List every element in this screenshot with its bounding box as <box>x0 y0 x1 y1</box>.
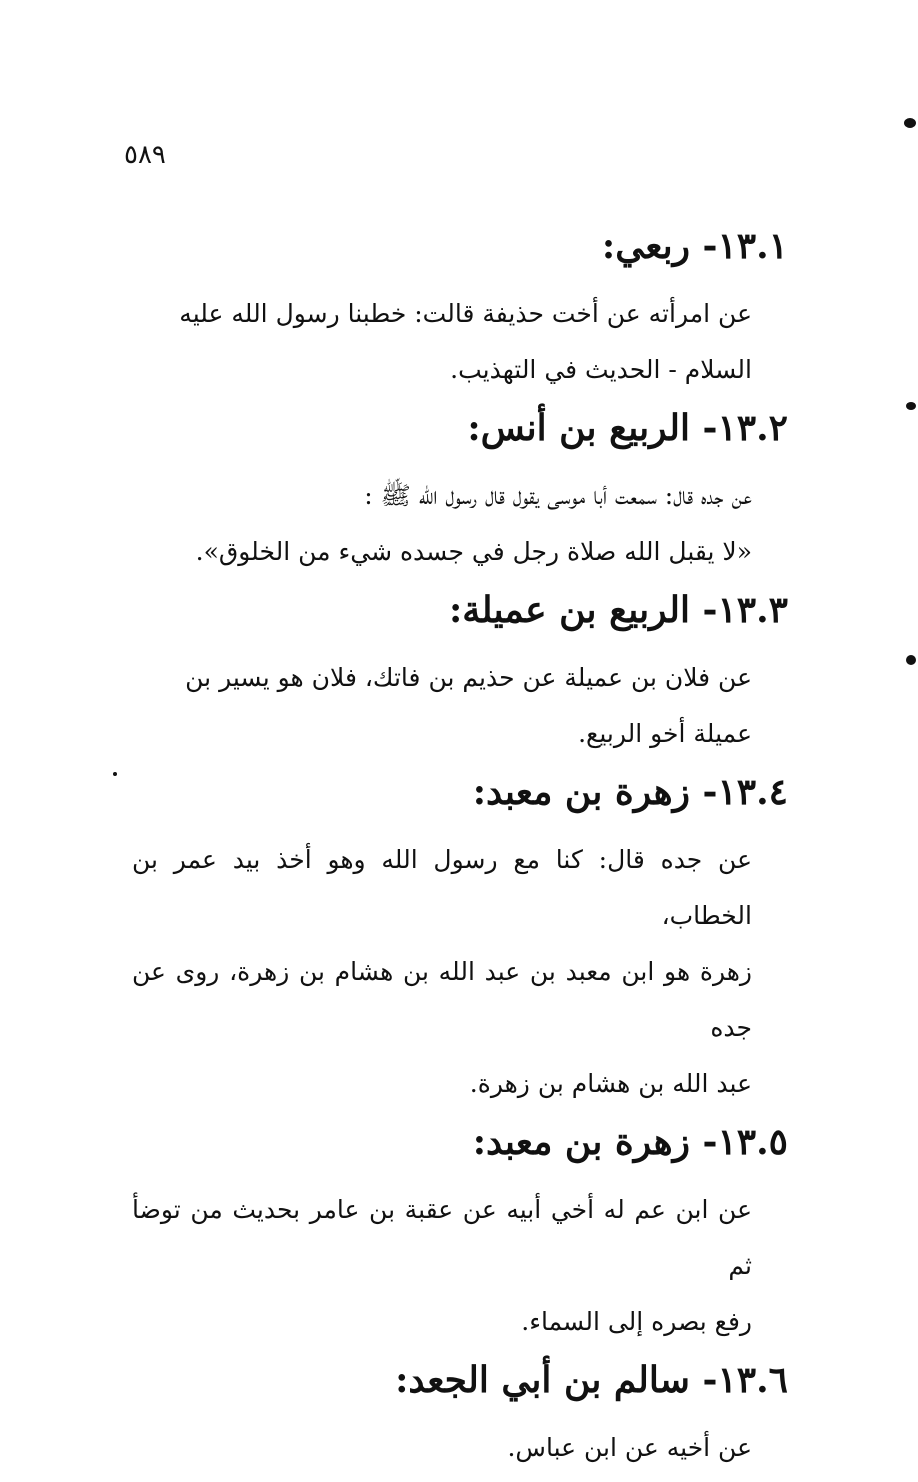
text-line: عن ابن عم له أخي أبيه عن عقبة بن عامر بحديث من توضأ ثم <box>132 1195 752 1280</box>
entry-body <box>132 286 788 398</box>
text-line: السلام - الحديث في التهذيب. <box>450 355 752 384</box>
scan-mark <box>904 118 916 128</box>
entry-body <box>132 1182 788 1350</box>
text-line: عن أخيه عن ابن عباس. <box>507 1433 752 1462</box>
entry-heading: ١٣.٣- الربيع بن عميلة: <box>448 589 788 631</box>
entry-body <box>132 468 788 580</box>
text-line: عميلة أخو الربيع. <box>578 719 752 748</box>
text-line: عبد الله بن هشام بن زهرة. <box>469 1069 752 1098</box>
entry <box>132 404 788 580</box>
scan-mark <box>906 655 916 665</box>
text-line: رفع بصره إلى السماء. <box>521 1307 752 1336</box>
entry-body <box>132 650 788 762</box>
entry-heading: ١٣.٦- سالم بن أبي الجعد: <box>395 1359 788 1401</box>
entry <box>132 1118 788 1350</box>
entry-heading: ١٣.١- ربعي: <box>601 225 788 267</box>
entry-body <box>132 1420 788 1476</box>
entry <box>132 586 788 762</box>
entry <box>132 222 788 398</box>
entry <box>132 1356 788 1476</box>
scan-mark <box>113 772 117 776</box>
text-line: عن امرأته عن أخت حذيفة قالت: خطبنا رسول الله عليه <box>179 299 752 328</box>
text-line: زهرة هو ابن معبد بن عبد الله بن هشام بن زهرة، روى عن جده <box>132 957 752 1042</box>
entry-heading: ١٣.٤- زهرة بن معبد: <box>472 771 788 813</box>
entry-body <box>132 832 788 1112</box>
text-line: عن جده قال: كنا مع رسول الله وهو أخذ بيد عمر بن الخطاب، <box>132 845 752 930</box>
text-line: عن جده قال: سمعت أبا موسى يقول قال رسول الله ﷺ : <box>364 481 752 510</box>
entries-list <box>132 222 788 1482</box>
text-line: عن فلان بن عميلة عن حذيم بن فاتك، فلان هو يسير بن <box>185 663 752 692</box>
entry-heading: ١٣.٢- الربيع بن أنس: <box>467 407 788 449</box>
entry-heading: ١٣.٥- زهرة بن معبد: <box>472 1121 788 1163</box>
scan-mark <box>906 402 916 410</box>
entry <box>132 768 788 1112</box>
page-number: ٥٨٩ <box>124 140 166 170</box>
text-line: «لا يقبل الله صلاة رجل في جسده شيء من الخلوق». <box>195 537 752 566</box>
